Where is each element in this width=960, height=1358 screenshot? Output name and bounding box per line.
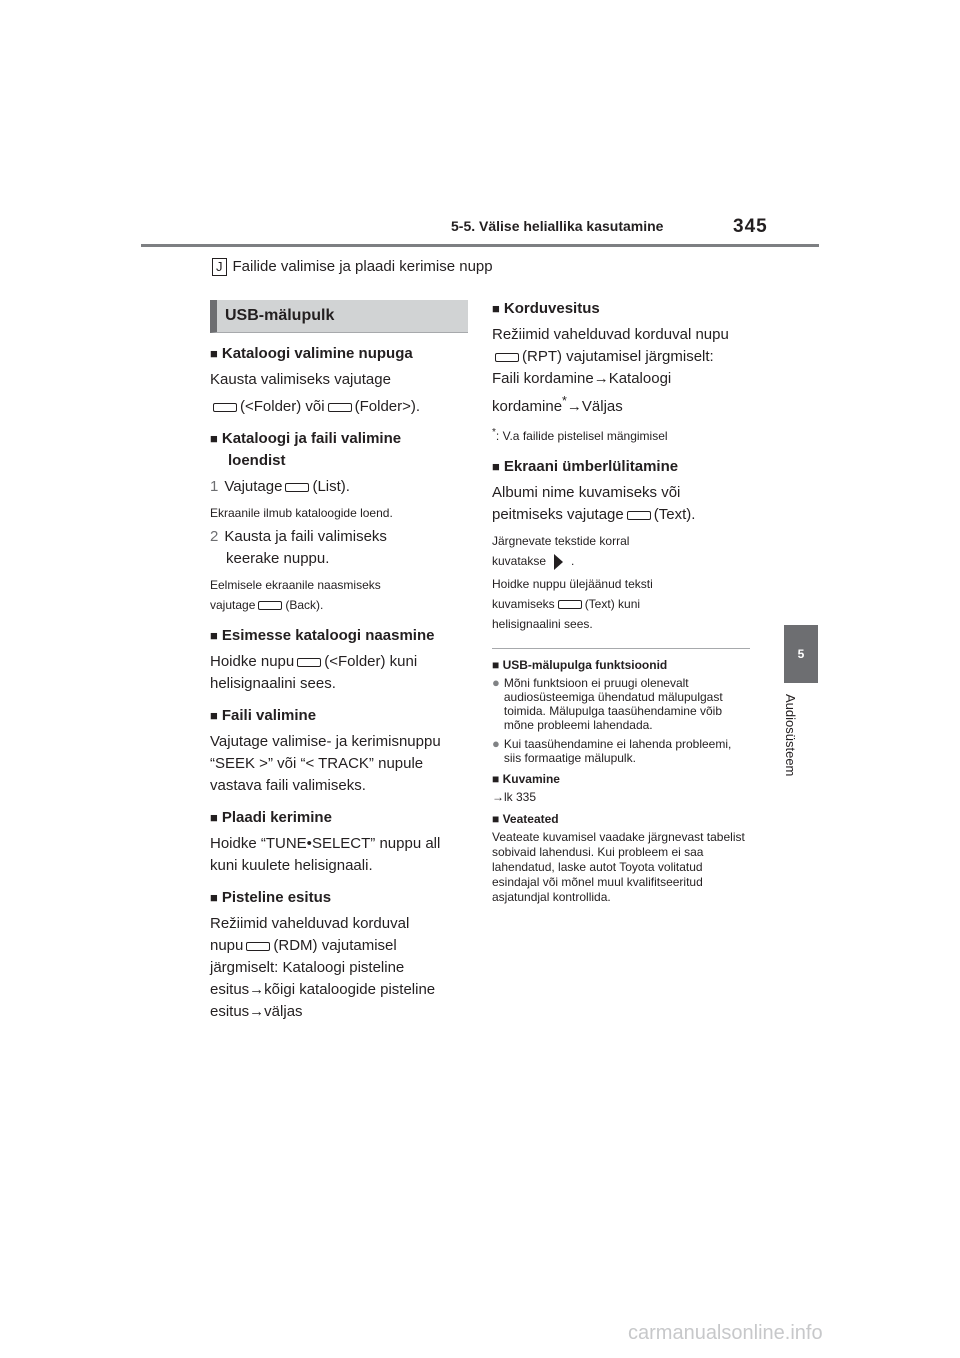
- note-heading-display: ■ Kuvamine: [492, 772, 560, 786]
- right-column: ■ Korduvesitus Režiimid vahelduvad korduval nupu (RPT) vajutamisel järgmiselt: Faili kordamine→Kataloogi kordamine*→Väljas *: V.a failide pistelisel mängimisel ■ Ekraani ümberlülitamine Albumi nime kuvamiseks või peitmiseks vajutage (Text). Järgnevate tekstide korral kuvatakse . Hoidke nuppu ülejäänud teksti kuvamiseks (Text) kuni helisignaalini sees. ■ USB-mälupulga funktsioonid ● Mõni funktsioon ei pruugi olenevalt audiosüsteemiga ühendatud mälupulgast toimida. Mälupulga taasühendamine võib mõne probleemi lahendada. ● Kui taasühendamine ei lahenda probleemi, siis formaatige mälupulk. ■ Kuvamine →lk 335 ■ Veateated Veateate kuvamisel vaadake järgnevast tabelist sobivaid lahendusi. Kui probleem ei saa lahendatud, laske autot Toyota volitatud esindajal või mõnel muul kvalifitseeritud asjatundjal kontrollida.: [492, 298, 750, 909]
- folder-buttons-line: (<Folder) või (Folder>).: [210, 396, 468, 418]
- right-arrow-icon: [554, 554, 563, 570]
- page-number: 345: [733, 216, 768, 237]
- watermark: carmanualsonline.info: [628, 1322, 823, 1344]
- note-heading-errors: ■ Veateated: [492, 812, 559, 826]
- button-icon: [495, 353, 519, 362]
- intro-text: Failide valimise ja plaadi kerimise nupp: [232, 258, 493, 275]
- page-reference: →lk 335: [492, 790, 537, 804]
- button-icon: [258, 601, 282, 610]
- button-icon: [627, 511, 651, 520]
- section-header: 5-5. Välise heliallika kasutamine: [451, 218, 664, 234]
- button-icon: [246, 942, 270, 951]
- heading-random: ■ Pisteline esitus: [210, 889, 332, 906]
- callout-letter: J: [212, 258, 227, 276]
- notes-divider: [492, 648, 750, 649]
- footnote: *: V.a failide pistelisel mängimisel: [492, 427, 668, 443]
- heading-repeat: ■ Korduvesitus: [492, 300, 600, 317]
- note-bullet: ● Kui taasühendamine ei lahenda probleemi, siis formaatige mälupulk.: [492, 736, 732, 765]
- button-icon: [558, 600, 582, 609]
- chapter-label-text: Audiosüsteem: [783, 694, 798, 777]
- heading-file-select: ■ Faili valimine: [210, 707, 317, 724]
- button-icon: [328, 403, 352, 412]
- button-icon: [213, 403, 237, 412]
- step-2: 2 Kausta ja faili valimiseks keerake nuppu.: [210, 528, 387, 567]
- heading-list-select: ■ Kataloogi ja faili valimine loendist: [210, 430, 402, 469]
- heading-display-switch: ■ Ekraani ümberlülitamine: [492, 458, 679, 475]
- heading-folder-select: ■ Kataloogi valimine nupuga: [210, 345, 413, 362]
- section-title: USB-mälupulk: [210, 300, 468, 333]
- step-1: 1 Vajutage (List).: [210, 478, 350, 495]
- intro-line: [212, 258, 493, 276]
- button-icon: [297, 658, 321, 667]
- heading-first-folder: ■ Esimesse kataloogi naasmine: [210, 627, 435, 644]
- heading-disc-scroll: ■ Plaadi kerimine: [210, 809, 332, 826]
- note-heading-usb: ■ USB-mälupulga funktsioonid: [492, 658, 668, 672]
- left-column: USB-mälupulk ■ Kataloogi valimine nupuga Kausta valimiseks vajutage (<Folder) või (Folder>). ■ Kataloogi ja faili valimine loendist 1 Vajutage (List). Ekraanile ilmub kataloogide loend. 2 Kausta ja faili valimiseks keerake nuppu. Eelmisele ekraanile naasmiseks vajutage (Back). ■ Esimesse kataloogi naasmine Hoidke nupu (<Folder) kuni helisignaalini sees. ■ Faili valimine Vajutage valimise- ja kerimisnuppu “SEEK >” või “< TRACK” nupule vastava faili valimiseks. ■ Plaadi kerimine Hoidke “TUNE•SELECT” nuppu all kuni kuulete helisignaali. ■ Pisteline esitus Režiimid vahelduvad korduval nupu (RDM) vajutamisel järgmiselt: Kataloogi pisteline esitus→kõigi kataloogide pisteline esitus→väljas: [210, 300, 468, 1028]
- chapter-tab: 5: [784, 625, 818, 683]
- chapter-label: [776, 694, 826, 794]
- header-rule: [141, 244, 819, 247]
- note-bullet: ● Mõni funktsioon ei pruugi olenevalt audiosüsteemiga ühendatud mälupulgast toimida. Mälupulga taasühendamine võib mõne probleemi lahendada.: [492, 675, 723, 732]
- button-icon: [285, 483, 309, 492]
